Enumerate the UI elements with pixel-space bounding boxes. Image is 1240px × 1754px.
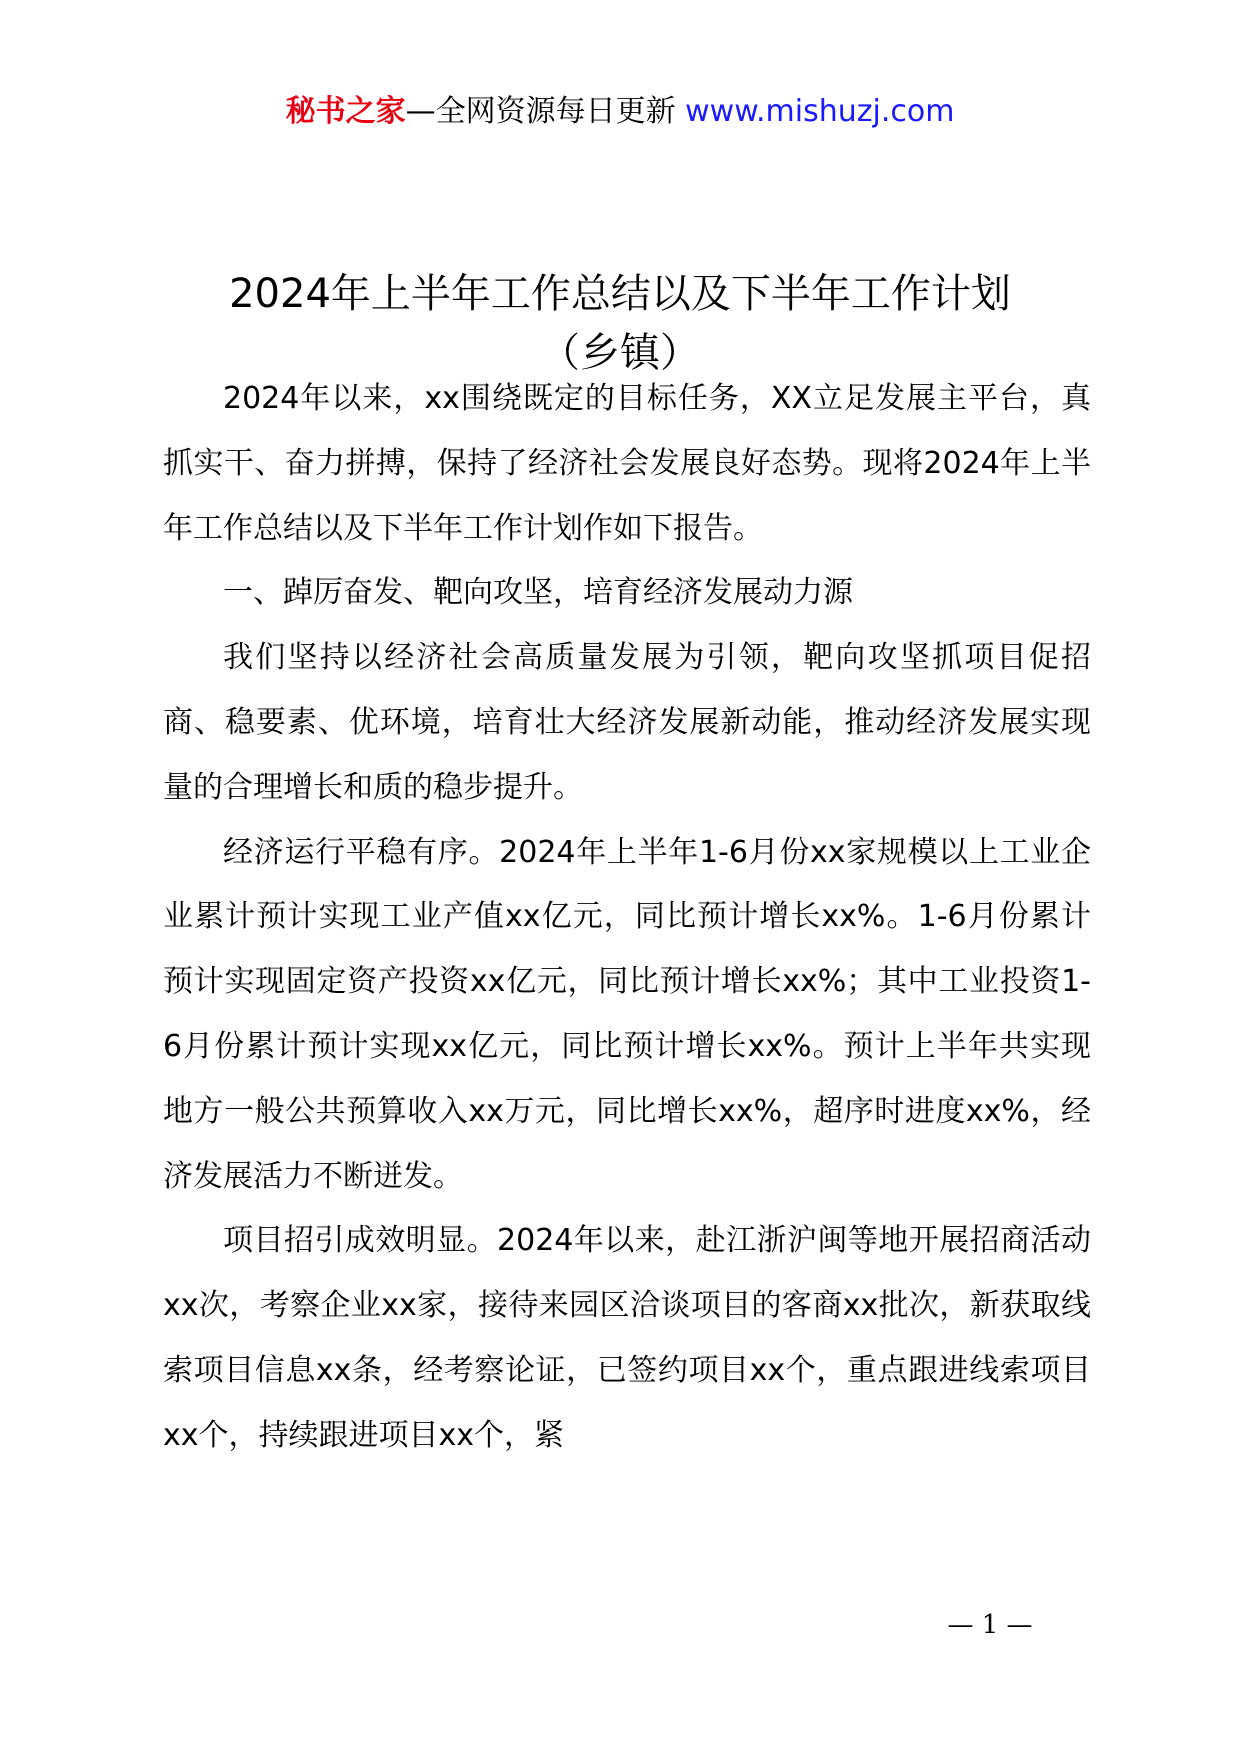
section-heading-1: 一、踔厉奋发、靶向攻坚，培育经济发展动力源 <box>223 575 853 611</box>
document-body <box>163 367 1091 1469</box>
title-line-1: 2024年上半年工作总结以及下半年工作计划 <box>229 270 1011 317</box>
body-paragraph: 经济运行平稳有序。2024年上半年1-6月份xx家规模以上工业企业累计预计实现工业产值xx亿元，同比预计增长xx%。1-6月份累计预计实现固定资产投资xx亿元，同比预计增长xx%；其中工业投资1-6月份累计预计实现xx亿元，同比预计增长xx%。预计上半年共实现地方一般公共预算收入xx万元，同比增长xx%，超序时进度xx%，经济发展活力不断迸发。 <box>163 834 1091 1194</box>
site-url-link[interactable]: www.mishuzj.com <box>685 94 955 129</box>
page-number: — 1 — <box>947 1610 1033 1640</box>
banner-slogan: —全网资源每日更新 <box>405 94 676 129</box>
body-paragraph: 我们坚持以经济社会高质量发展为引领，靶向攻坚抓项目促招商、稳要素、优环境，培育壮大经济发展新动能，推动经济发展实现量的合理增长和质的稳步提升。 <box>163 640 1091 805</box>
body-paragraph: 项目招引成效明显。2024年以来，赴江浙沪闽等地开展招商活动xx次，考察企业xx家，接待来园区洽谈项目的客商xx批次，新获取线索项目信息xx条，经考察论证，已签约项目xx个，重点跟进线索项目xx个，持续跟进项目xx个，紧 <box>163 1223 1091 1453</box>
document-title <box>150 265 1090 383</box>
title-line-2: （乡镇） <box>540 329 700 376</box>
brand-name: 秘书之家 <box>285 94 406 129</box>
intro-paragraph: 2024年以来，xx围绕既定的目标任务，XX立足发展主平台，真抓实干、奋力拼搏，保持了经济社会发展良好态势。现将2024年上半年工作总结以及下半年工作计划作如下报告。 <box>163 381 1091 546</box>
site-banner <box>0 92 1240 132</box>
